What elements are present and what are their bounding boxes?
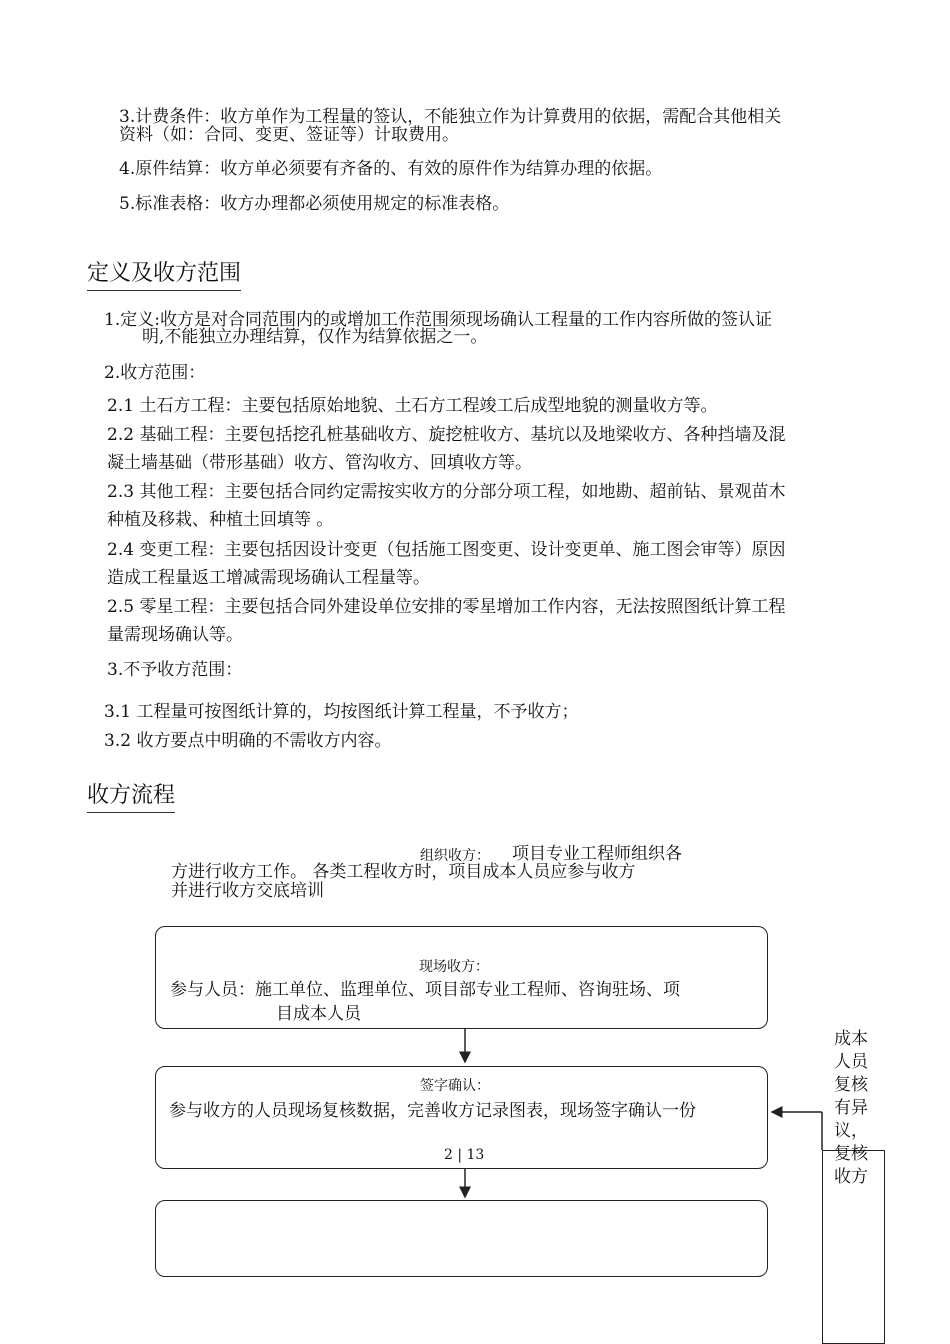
step1-title: 现场收方：	[419, 959, 489, 975]
organize-line3: 并进行收方交底培训	[171, 881, 324, 901]
scope-item-2-2-line1: 2.2 基础工程：主要包括挖孔桩基础收方、旋挖桩收方、基坑以及地梁收方、各种挡墙及混	[107, 425, 786, 445]
section-heading-definition: 定义及收方范围	[87, 260, 241, 291]
organize-line1: 项目专业工程师组织各	[512, 844, 682, 864]
organize-line2: 方进行收方工作。 各类工程收方时，项目成本人员应参与收方	[171, 862, 636, 882]
side-note-review: 成本人员复核有异议，复核收方	[834, 1029, 868, 1187]
scope-item-2-3-line1: 2.3 其他工程：主要包括合同约定需按实收方的分部分项工程，如地勘、超前钻、景观苗木	[107, 482, 786, 502]
step1-line2: 目成本人员	[276, 1004, 361, 1024]
definition-line1: 1.定义:收方是对合同范围内的或增加工作范围须现场确认工程量的工作内容所做的签认证	[104, 310, 772, 330]
definition-line2: 明,不能独立办理结算，仅作为结算依据之一。	[142, 327, 488, 347]
scope-item-2-3-line2: 种植及移栽、种植土回填等 。	[107, 510, 334, 530]
scope-title: 2.收方范围：	[104, 363, 206, 383]
step2-title: 签字确认：	[420, 1078, 490, 1094]
rule-3-line1: 3.计费条件：收方单作为工程量的签认，不能独立作为计算费用的依据，需配合其他相关	[119, 107, 782, 127]
scope-item-2-4-line2: 造成工程量返工增减需现场确认工程量等。	[107, 568, 430, 588]
rule-3-line2: 资料（如：合同、变更、签证等）计取费用。	[119, 125, 459, 145]
scope-item-2-2-line2: 凝土墙基础（带形基础）收方、管沟收方、回填收方等。	[107, 453, 532, 473]
rule-5: 5.标准表格：收方办理都必须使用规定的标准表格。	[119, 194, 510, 214]
step2-line1: 参与收方的人员现场复核数据，完善收方记录图表，现场签字确认一份	[169, 1101, 696, 1121]
exclude-item-3-2: 3.2 收方要点中明确的不需收方内容。	[104, 731, 392, 751]
page-number: 2 | 13	[444, 1147, 485, 1163]
section-heading-process: 收方流程	[87, 782, 175, 813]
exclude-item-3-1: 3.1 工程量可按图纸计算的，均按图纸计算工程量，不予收方；	[104, 702, 579, 722]
scope-item-2-4-line1: 2.4 变更工程：主要包括因设计变更（包括施工图变更、设计变更单、施工图会审等）原因	[107, 540, 786, 560]
rule-4: 4.原件结算：收方单必须要有齐备的、有效的原件作为结算办理的依据。	[119, 159, 663, 179]
exclude-title: 3.不予收方范围：	[107, 660, 243, 680]
step1-line1: 参与人员：施工单位、监理单位、项目部专业工程师、咨询驻场、项	[170, 980, 680, 1000]
scope-item-2-5-line2: 量需现场确认等。	[107, 625, 243, 645]
scope-item-2-5-line1: 2.5 零星工程：主要包括合同外建设单位安排的零星增加工作内容，无法按照图纸计算工程	[107, 597, 786, 617]
scope-item-2-1: 2.1 土石方工程：主要包括原始地貌、土石方工程竣工后成型地貌的测量收方等。	[107, 396, 718, 416]
organize-label: 组织收方：	[420, 848, 490, 864]
